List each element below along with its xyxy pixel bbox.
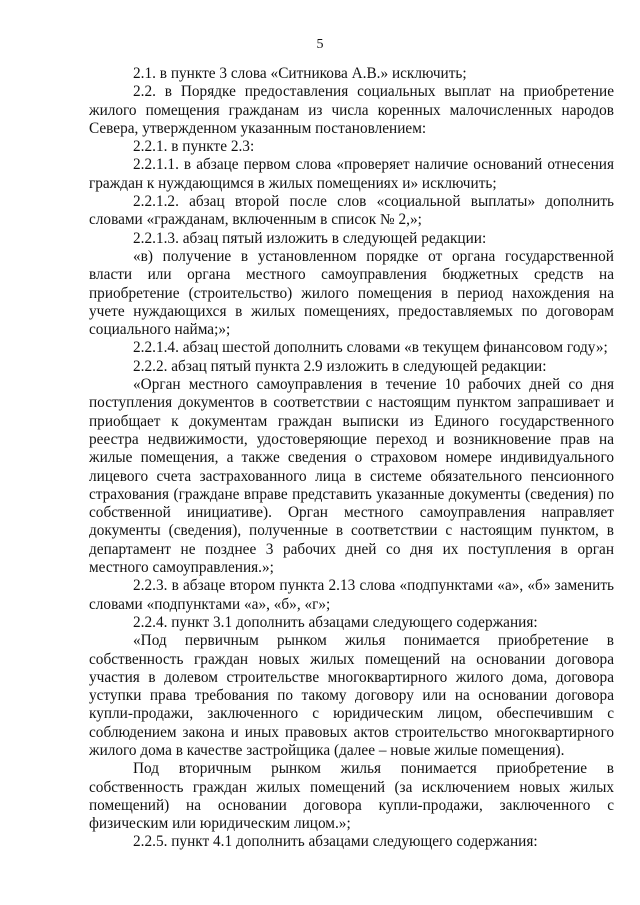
- paragraph-2-2-1-3: 2.2.1.3. абзац пятый изложить в следующей редакции:: [133, 229, 487, 247]
- quoted-paragraph-primary-market: «Под первичным рынком жилья понимается приобретение в собственность граждан новых жилых помещений на основании договора участия в долевом строительстве многоквартирного жилого дома, договора уступки права требования по такому договору или на основании договора купли-продажи, заключенного с юридическим лицом, обеспечившим с соблюдением закона и иных правовых актов строительство многоквартирного жилого дома в качестве застройщика (далее – новые жилые помещения).: [89, 632, 614, 759]
- paragraph-2-2-3: 2.2.3. в абзаце втором пункта 2.13 слова «подпунктами «а», «б» заменить словами «подпунктами «а», «б», «г»;: [89, 577, 614, 613]
- paragraph-2-2-1-4: 2.2.1.4. абзац шестой дополнить словами «в текущем финансовом году»;: [133, 339, 608, 357]
- paragraph-2-2-1-2: 2.2.1.2. абзац второй после слов «социальной выплаты» дополнить словами «гражданам, включенным в список № 2,»;: [89, 193, 614, 229]
- quoted-paragraph-secondary-market: Под вторичным рынком жилья понимается приобретение в собственность граждан жилых помещений (за исключением новых жилых помещений) на основании договора купли-продажи, заключенного с физическим или юридическим лицом.»;: [89, 760, 614, 833]
- paragraph-2-2-1-1: 2.2.1.1. в абзаце первом слова «проверяет наличие оснований отнесения граждан к нуждающимся в жилых помещениях и» исключить;: [89, 156, 614, 192]
- quoted-paragraph-local-authority: «Орган местного самоуправления в течение 10 рабочих дней со дня поступления документов в соответствии с настоящим пунктом запрашивает и приобщает к документам граждан выписки из Единого государственного реестра недвижимости, удостоверяющие переход и возникновение прав на жилые помещения, а также сведения о страховом номере индивидуального лицевого счета застрахованного лица в системе обязательного пенсионного страхования (граждане вправе представить указанные документы (сведения) по собственной инициативе). Орган местного самоуправления направляет документы (сведения), полученные в соответствии с настоящим пунктом, в департамент не позднее 3 рабочих дней со дня их поступления в орган местного самоуправления.»;: [89, 376, 614, 577]
- paragraph-2-2-4: 2.2.4. пункт 3.1 дополнить абзацами следующего содержания:: [133, 613, 538, 631]
- paragraph-2-2-1: 2.2.1. в пункте 2.3:: [133, 138, 255, 156]
- page-number: 5: [316, 37, 324, 52]
- paragraph-2-1: 2.1. в пункте 3 слова «Ситникова А.В.» исключить;: [133, 65, 467, 82]
- document-body: [89, 65, 614, 852]
- paragraph-2-2-5: 2.2.5. пункт 4.1 дополнить абзацами следующего содержания:: [133, 833, 538, 851]
- paragraph-2-2: 2.2. в Порядке предоставления социальных выплат на приобретение жилого помещения гражданам из числа коренных малочисленных народов Севера, утвержденном указанным постановлением:: [89, 83, 614, 137]
- quoted-subparagraph-v: «в) получение в установленном порядке от органа государственной власти или органа местного самоуправления бюджетных средств на приобретение (строительство) жилого помещения в период нахождения на учете нуждающихся в жилых помещениях, предоставляемых по договорам социального найма;»;: [89, 247, 614, 339]
- paragraph-2-2-2: 2.2.2. абзац пятый пункта 2.9 изложить в следующей редакции:: [133, 357, 547, 375]
